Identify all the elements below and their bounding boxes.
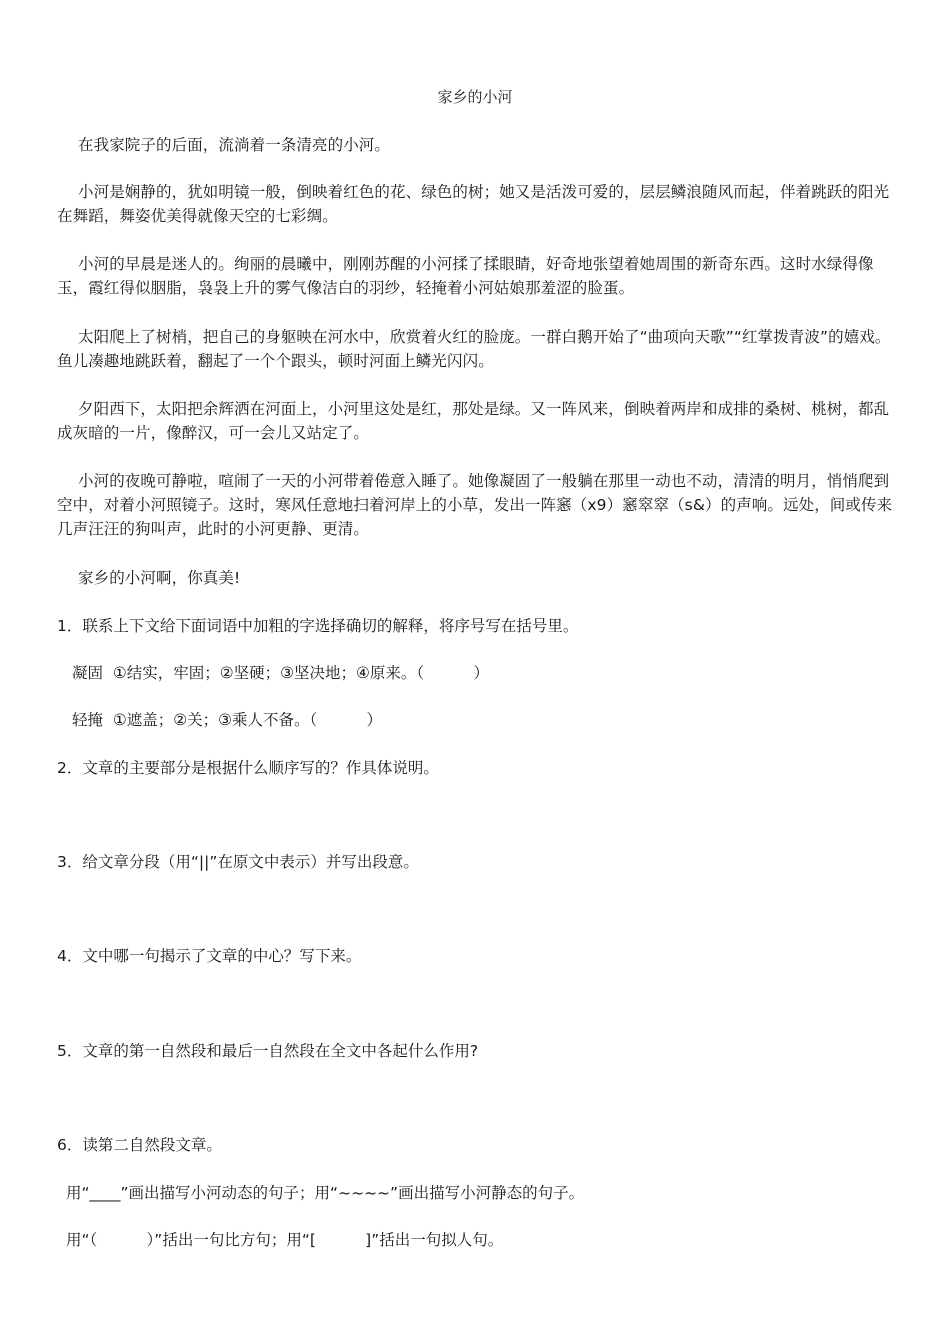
question-5: 5．文章的第一自然段和最后一自然段在全文中各起什么作用? <box>57 1042 479 1060</box>
paragraph-3: 小河的早晨是迷人的。绚丽的晨曦中，刚刚苏醒的小河揉了揉眼睛，好奇地张望着她周围的新奇东西。这时水绿得像玉，霞红得似胭脂，袅袅上升的雾气像洁白的羽纱，轻掩着小河姑娘那羞涩的脸蛋。 <box>57 255 874 297</box>
paragraph-1: 在我家院子的后面，流淌着一条清亮的小河。 <box>78 136 391 154</box>
question-6-item-brackets: 用“（ ）”括出一句比方句；用“[ ]”括出一句拟人句。 <box>66 1231 504 1249</box>
question-6: 6．读第二自然段文章。 <box>57 1136 222 1154</box>
paragraph-6: 小河的夜晚可静啦，喧闹了一天的小河带着倦意入睡了。她像凝固了一般躺在那里一动也不动，清清的明月，悄悄爬到空中，对着小河照镜子。这时，寒风任意地扫着河岸上的小草，发出一阵窸（x9）窸窣窣（s&）的声响。远处，间或传来几声汪汪的狗叫声，此时的小河更静、更清。 <box>57 472 893 538</box>
question-1-item-ninggu: 凝固 ①结实，牢固；②坚硬；③坚决地；④原来。（ ） <box>72 664 489 682</box>
paragraph-2: 小河是娴静的，犹如明镜一般，倒映着红色的花、绿色的树；她又是活泼可爱的，层层鳞浪随风而起，伴着跳跃的阳光在舞蹈，舞姿优美得就像天空的七彩绸。 <box>57 183 890 225</box>
paragraph-7: 家乡的小河啊，你真美! <box>78 569 241 587</box>
question-3: 3．给文章分段（用“||”在原文中表示）并写出段意。 <box>57 853 419 871</box>
question-4: 4．文中哪一句揭示了文章的中心？写下来。 <box>57 947 362 965</box>
question-1-item-qingyan: 轻掩 ①遮盖；②关；③乘人不备。（ ） <box>72 711 383 729</box>
paragraph-4: 太阳爬上了树梢，把自己的身躯映在河水中，欣赏着火红的脸庞。一群白鹅开始了“曲项向天歌”“红掌拨青波”的嬉戏。鱼儿凑趣地跳跃着，翻起了一个个跟头，顿时河面上鳞光闪闪。 <box>57 328 891 370</box>
document-title: 家乡的小河 <box>437 88 513 106</box>
question-6-item-underline: 用“____”画出描写小河动态的句子；用“~~~~”画出描写小河静态的句子。 <box>66 1184 585 1202</box>
paragraph-5: 夕阳西下，太阳把余辉洒在河面上，小河里这处是红，那处是绿。又一阵风来，倒映着两岸和成排的桑树、桃树，都乱成灰暗的一片，像醉汉，可一会儿又站定了。 <box>57 400 890 442</box>
question-2: 2．文章的主要部分是根据什么顺序写的？作具体说明。 <box>57 759 439 777</box>
question-1: 1．联系上下文给下面词语中加粗的字选择确切的解释，将序号写在括号里。 <box>57 617 579 635</box>
